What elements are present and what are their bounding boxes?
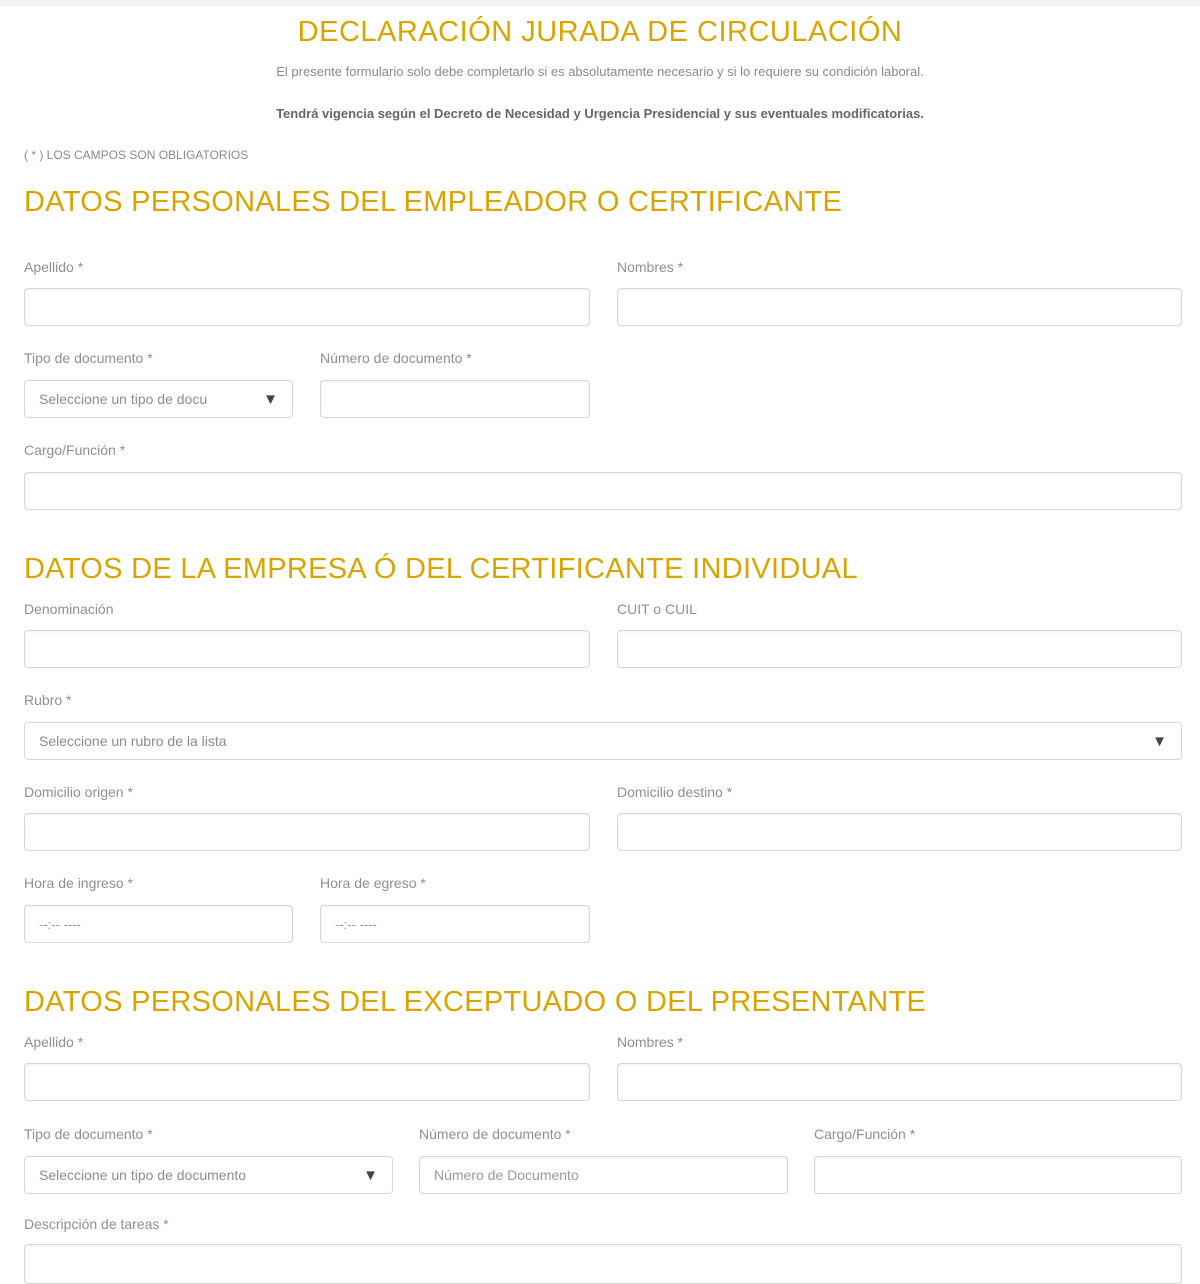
company-rubro-value: Seleccione un rubro de la lista [39, 733, 227, 749]
exceptuado-tipo-doc-select[interactable] [24, 1156, 393, 1194]
employer-cargo-label: Cargo/Función * [24, 442, 126, 458]
section-title-company: DATOS DE LA EMPRESA Ó DEL CERTIFICANTE INDIVIDUAL [24, 553, 858, 585]
employer-num-doc-input[interactable] [320, 380, 590, 418]
section-title-employer: DATOS PERSONALES DEL EMPLEADOR O CERTIFICANTE [24, 186, 843, 218]
company-denominacion-input[interactable] [24, 630, 590, 668]
employer-tipo-doc-label: Tipo de documento * [24, 350, 153, 366]
exceptuado-nombres-label: Nombres * [617, 1034, 684, 1050]
page-title: DECLARACIÓN JURADA DE CIRCULACIÓN [297, 16, 903, 48]
company-cuit-input[interactable] [617, 630, 1182, 668]
exceptuado-tareas-textarea[interactable] [24, 1244, 1182, 1284]
employer-apellido-input[interactable] [24, 288, 590, 326]
chevron-down-icon: ▼ [263, 390, 278, 408]
employer-tipo-doc-value: Seleccione un tipo de docu [39, 391, 208, 407]
company-destino-label: Domicilio destino * [617, 784, 733, 800]
required-fields-note: ( * ) LOS CAMPOS SON OBLIGATORIOS [24, 148, 249, 162]
company-hora-ingreso-label: Hora de ingreso * [24, 875, 133, 891]
company-destino-input[interactable] [617, 813, 1182, 851]
exceptuado-cargo-label: Cargo/Función * [814, 1126, 916, 1142]
exceptuado-tipo-doc-label: Tipo de documento * [24, 1126, 153, 1142]
exceptuado-nombres-input[interactable] [617, 1063, 1182, 1101]
chevron-down-icon: ▼ [363, 1166, 378, 1184]
company-cuit-label: CUIT o CUIL [617, 601, 697, 617]
company-rubro-label: Rubro * [24, 692, 72, 708]
employer-nombres-input[interactable] [617, 288, 1182, 326]
employer-tipo-doc-select[interactable] [24, 380, 293, 418]
company-hora-ingreso-input[interactable] [24, 905, 293, 943]
exceptuado-num-doc-input[interactable] [419, 1156, 788, 1194]
exceptuado-apellido-input[interactable] [24, 1063, 590, 1101]
company-denominacion-label: Denominación [24, 601, 114, 617]
employer-apellido-label: Apellido * [24, 259, 84, 275]
company-hora-egreso-label: Hora de egreso * [320, 875, 426, 891]
section-title-exceptuado: DATOS PERSONALES DEL EXCEPTUADO O DEL PRESENTANTE [24, 986, 927, 1018]
exceptuado-num-doc-label: Número de documento * [419, 1126, 571, 1142]
employer-nombres-label: Nombres * [617, 259, 684, 275]
page-subtitle: El presente formulario solo debe completarlo si es absolutamente necesario y si lo requiere su condición laboral. [276, 64, 924, 79]
company-hora-egreso-input[interactable] [320, 905, 590, 943]
exceptuado-tareas-label: Descripción de tareas * [24, 1216, 169, 1232]
company-rubro-select[interactable] [24, 722, 1182, 760]
top-bar [0, 0, 1200, 6]
exceptuado-apellido-label: Apellido * [24, 1034, 84, 1050]
exceptuado-tipo-doc-value: Seleccione un tipo de documento [39, 1167, 247, 1183]
chevron-down-icon: ▼ [1152, 732, 1167, 750]
employer-cargo-input[interactable] [24, 472, 1182, 510]
company-origen-label: Domicilio origen * [24, 784, 133, 800]
employer-num-doc-label: Número de documento * [320, 350, 472, 366]
validity-note: Tendrá vigencia según el Decreto de Necesidad y Urgencia Presidencial y sus eventuales modificatorias. [276, 106, 924, 121]
exceptuado-cargo-input[interactable] [814, 1156, 1182, 1194]
company-origen-input[interactable] [24, 813, 590, 851]
